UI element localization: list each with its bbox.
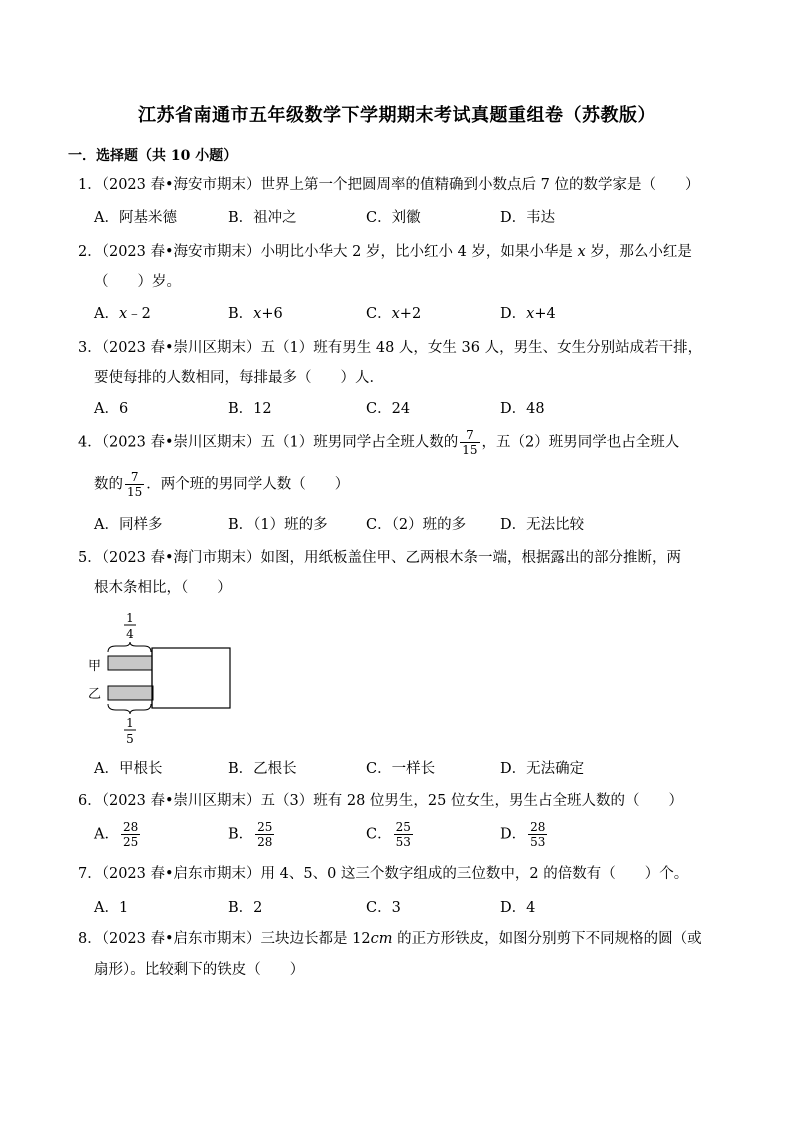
option-b: B． $\frac{25}{28}$ bbox=[228, 820, 273, 849]
option-d: D．无法比较 bbox=[500, 517, 585, 533]
option-b: B．x+6 bbox=[228, 306, 283, 322]
section-heading: 一．选择题（共 10 小题） bbox=[68, 148, 238, 164]
question-4: 4．（2023 春•崇川区期末）五（1）班男同学占全班人数的 $\frac{7}{15}$ ，五（2）班男同学也占全班人 bbox=[78, 428, 680, 457]
option-b: B．12 bbox=[228, 401, 272, 417]
figure-top-denominator: 4 bbox=[126, 627, 134, 641]
option-b: B．（1）班的多 bbox=[228, 517, 328, 533]
question-2-continuation: （ ）岁。 bbox=[94, 274, 181, 290]
page-title: 江苏省南通市五年级数学下学期期末考试真题重组卷（苏教版） bbox=[138, 105, 656, 126]
question-1: 1．（2023 春•海安市期末）世界上第一个把圆周率的值精确到小数点后 7 位的数学家是（ ） bbox=[78, 177, 700, 193]
figure-bottom-numerator: 1 bbox=[126, 716, 134, 730]
option-b: B．乙根长 bbox=[228, 761, 297, 777]
question-6: 6．（2023 春•崇川区期末）五（3）班有 28 位男生，25 位女生，男生占全班人数的（ ） bbox=[78, 793, 683, 809]
option-c: C．（2）班的多 bbox=[366, 517, 467, 533]
option-a: A．x﹣2 bbox=[94, 306, 151, 322]
figure-bottom-denominator: 5 bbox=[126, 732, 134, 746]
option-d: D．无法确定 bbox=[500, 761, 585, 777]
option-d: D． $\frac{28}{53}$ bbox=[500, 820, 546, 849]
figure-top-numerator: 1 bbox=[126, 611, 134, 625]
option-c: C．一样长 bbox=[366, 761, 436, 777]
option-c: C．x+2 bbox=[366, 306, 422, 322]
question-2: 2．（2023 春•海安市期末）小明比小华大 2 岁，比小红小 4 岁，如果小华是 x 岁，那么小红是 bbox=[78, 244, 692, 260]
figure-label-jia: 甲 bbox=[88, 659, 102, 674]
option-c: C．刘徽 bbox=[366, 210, 421, 226]
option-a: A．阿基米德 bbox=[94, 210, 177, 226]
question-8-continuation: 扇形）。比较剩下的铁皮（ ） bbox=[94, 962, 305, 978]
option-a: A．同样多 bbox=[94, 517, 163, 533]
option-b: B．2 bbox=[228, 900, 263, 916]
question-3-continuation: 要使每排的人数相同，每排最多（ ）人． bbox=[94, 370, 384, 386]
question-5: 5．（2023 春•海门市期末）如图，用纸板盖住甲、乙两根木条一端，根据露出的部分推断，两 bbox=[78, 550, 682, 566]
option-b: B．祖冲之 bbox=[228, 210, 297, 226]
figure-label-yi: 乙 bbox=[88, 687, 102, 702]
option-c: C．3 bbox=[366, 900, 401, 916]
option-a: A．6 bbox=[94, 401, 129, 417]
option-d: D．韦达 bbox=[500, 210, 556, 226]
option-d: D．x+4 bbox=[500, 306, 556, 322]
question-5-continuation: 根木条相比，（ ） bbox=[94, 580, 232, 596]
option-a: A．甲根长 bbox=[94, 761, 163, 777]
question-8: 8．（2023 春•启东市期末）三块边长都是 12cm 的正方形铁皮，如图分别剪下不同规格的圆（或 bbox=[78, 931, 702, 947]
option-c: C．24 bbox=[366, 401, 411, 417]
option-d: D．4 bbox=[500, 900, 536, 916]
wood-strips-figure bbox=[88, 610, 238, 746]
option-c: C． $\frac{25}{53}$ bbox=[366, 820, 411, 849]
question-7: 7．（2023 春•启东市期末）用 4、5、0 这三个数字组成的三位数中，2 的倍数有（ ）个。 bbox=[78, 866, 689, 882]
option-a: A．1 bbox=[94, 900, 129, 916]
fraction: $\frac{7}{15}$ bbox=[462, 428, 478, 457]
fraction: $\frac{7}{15}$ bbox=[127, 470, 143, 499]
question-3: 3．（2023 春•崇川区期末）五（1）班有男生 48 人，女生 36 人，男生、女生分别站成若干排， bbox=[78, 340, 703, 356]
option-d: D．48 bbox=[500, 401, 545, 417]
question-4-continuation: 数的 $\frac{7}{15}$ ．两个班的男同学人数（ ） bbox=[94, 470, 350, 499]
option-a: A． $\frac{28}{25}$ bbox=[94, 820, 139, 849]
